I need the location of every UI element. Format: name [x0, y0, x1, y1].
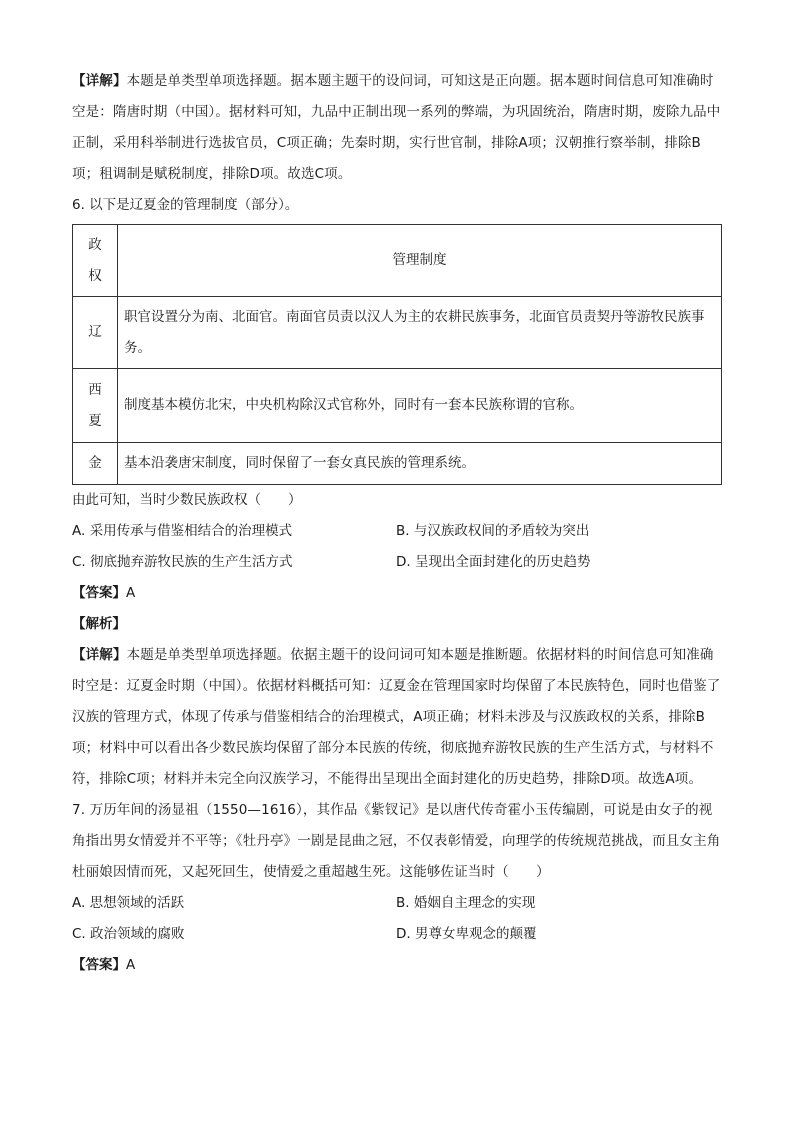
table-row-liao	[73, 297, 722, 369]
detail-tag: 【详解】	[72, 647, 127, 663]
q6-answer	[72, 578, 724, 609]
option-a: A. 采用传承与借鉴相结合的治理模式	[72, 523, 293, 539]
regime-cell: 金	[73, 443, 118, 485]
option-a: A. 思想领域的活跃	[72, 895, 185, 911]
analysis-tag: 【解析】	[72, 616, 126, 632]
answer-value: A	[126, 957, 136, 973]
q5-explanation-text: 本题是单类型单项选择题。据本题主题干的设问词，可知这是正向题。据本题时间信息可知准确时空是：隋唐时期（中国）。据材料可知，九品中正制出现一系列的弊端，为巩固统治，隋唐时期，废除九品中正制，采用科举制进行选拔官员，C项正确；先秦时期，实行世官制，排除A项；汉朝推行察举制，排除B项；租调制是赋税制度，排除D项。故选C项。	[72, 73, 721, 182]
option-d: D. 呈现出全面封建化的历史趋势	[396, 554, 591, 570]
system-cell: 职官设置分为南、北面官。南面官员责以汉人为主的农耕民族事务，北面官员责契丹等游牧民族事务。	[118, 297, 722, 369]
option-d: D. 男尊女卑观念的颠覆	[396, 926, 537, 942]
detail-tag: 【详解】	[72, 73, 127, 89]
option-b: B. 婚姻自主理念的实现	[396, 895, 536, 911]
table-row-xixia	[73, 369, 722, 443]
q6-analysis-heading	[72, 609, 724, 640]
answer-tag: 【答案】	[72, 957, 126, 973]
q6-explanation	[72, 640, 724, 795]
table-header-regime: 政 权	[73, 225, 118, 297]
table-header-row	[73, 225, 722, 297]
q7-stem: 7. 万历年间的汤显祖（1550—1616），其作品《紫钗记》是以唐代传奇霍小玉传编剧，可说是由女子的视角指出男女情爱并不平等；《牡丹亭》一剧是昆曲之冠，不仅表彰情爱，向理学的传统规范挑战，而且女主角杜丽娘因情而死，又起死回生，使情爱之重超越生死。这能够佐证当时（ ）	[72, 802, 721, 880]
regime-cell: 西 夏	[73, 369, 118, 443]
table-row-jin	[73, 443, 722, 485]
q7-answer	[72, 950, 724, 981]
document-page	[72, 66, 724, 981]
system-cell: 制度基本模仿北宋，中央机构除汉式官称外，同时有一套本民族称谓的官称。	[118, 369, 722, 443]
q6-options-row-2	[72, 547, 724, 578]
regime-cell: 辽	[73, 297, 118, 369]
q6-question: 由此可知，当时少数民族政权（ ）	[72, 492, 302, 508]
q6-explanation-text: 本题是单类型单项选择题。依据主题干的设问词可知本题是推断题。依据材料的时间信息可知准确时空是：辽夏金时期（中国）。依据材料概括可知：辽夏金在管理国家时均保留了本民族特色，同时也借鉴了汉族的管理方式，体现了传承与借鉴相结合的治理模式，A项正确；材料未涉及与汉族政权的关系，排除B项；材料中可以看出各少数民族均保留了部分本民族的传统，彻底抛弃游牧民族的生产生活方式，与材料不符，排除C项；材料并未完全向汉族学习，不能得出呈现出全面封建化的历史趋势，排除D项。故选A项。	[72, 647, 721, 787]
q7-options-row-1	[72, 888, 724, 919]
q5-explanation	[72, 66, 724, 190]
option-c: C. 政治领域的腐败	[72, 926, 185, 942]
answer-value: A	[126, 585, 136, 601]
q6-options-row-1	[72, 516, 724, 547]
management-system-table	[72, 224, 722, 485]
q6-stem: 6. 以下是辽夏金的管理制度（部分）。	[72, 197, 299, 213]
option-c: C. 彻底抛弃游牧民族的生产生活方式	[72, 554, 293, 570]
q7-options-row-2	[72, 919, 724, 950]
answer-tag: 【答案】	[72, 585, 126, 601]
system-cell: 基本沿袭唐宋制度，同时保留了一套女真民族的管理系统。	[118, 443, 722, 485]
table-header-system: 管理制度	[118, 225, 722, 297]
option-b: B. 与汉族政权间的矛盾较为突出	[396, 523, 590, 539]
